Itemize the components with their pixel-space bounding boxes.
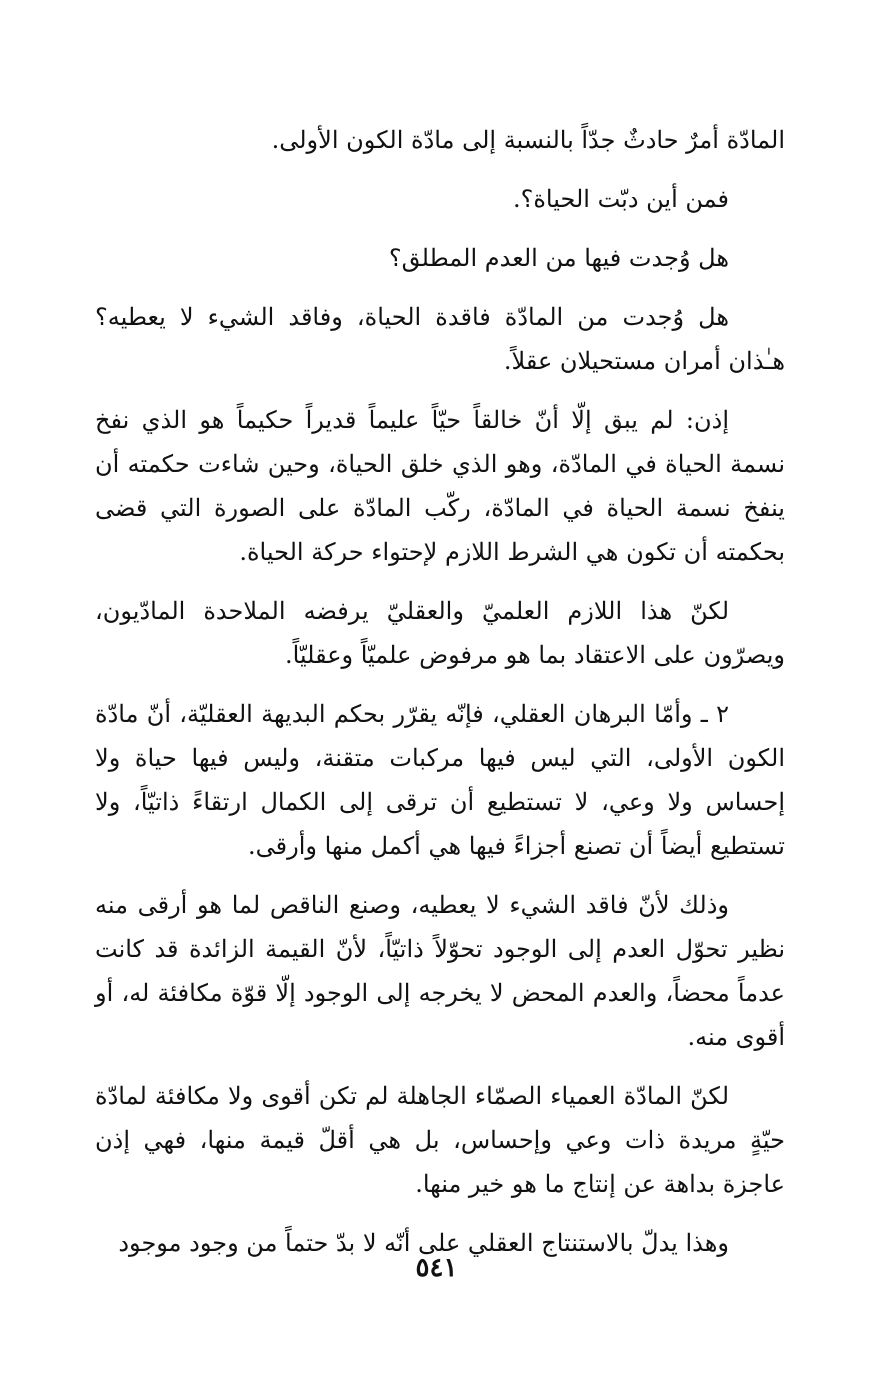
paragraph-6: لكنّ هذا اللازم العلميّ والعقليّ يرفضه الملاحدة المادّيون، ويصرّون على الاعتقاد بما هو مرفوض علميّاً وعقليّاً.: [95, 597, 785, 669]
paragraph-10: وهذا يدلّ بالاستنتاج العقلي على أنّه لا بدّ حتماً من وجود موجود: [118, 1229, 729, 1257]
page-body-text: [95, 118, 785, 1280]
paragraph-5: إذن: لم يبق إلّا أنّ خالقاً حيّاً عليماً قديراً حكيماً هو الذي نفخ نسمة الحياة في المادّة، وهو الذي خلق الحياة، وحين شاءت حكمته أن ينفخ نسمة الحياة في المادّة، ركّب المادّة على الصورة التي قضى بحكمته أن تكون هي الشرط اللازم لإحتواء حركة الحياة.: [95, 406, 785, 566]
paragraph-9: لكنّ المادّة العمياء الصمّاء الجاهلة لم تكن أقوى ولا مكافئة لمادّة حيّةٍ مريدة ذات وعي وإحساس، بل هي أقلّ قيمة منها، فهي إذن عاجزة بداهة عن إنتاج ما هو خير منها.: [95, 1082, 785, 1198]
paragraph-1: المادّة أمرٌ حادثٌ جدّاً بالنسبة إلى مادّة الكون الأولى.: [271, 126, 785, 154]
paragraph-3: هل وُجدت فيها من العدم المطلق؟: [388, 244, 729, 272]
paragraph-4: هل وُجدت من المادّة فاقدة الحياة، وفاقد الشيء لا يعطيه؟ هـٰذان أمران مستحيلان عقلاً.: [95, 303, 785, 375]
paragraph-8: وذلك لأنّ فاقد الشيء لا يعطيه، وصنع الناقص لما هو أرقى منه نظير تحوّل العدم إلى الوجود تحوّلاً ذاتيّاً، لأنّ القيمة الزائدة قد كانت عدماً محضاً، والعدم المحض لا يخرجه إلى الوجود إلّا قوّة مكافئة له، أو أقوى منه.: [95, 891, 785, 1051]
page-number: ٥٤١: [415, 1253, 458, 1283]
paragraph-2: فمن أين دبّت الحياة؟.: [512, 185, 729, 213]
paragraph-7: ٢ ـ وأمّا البرهان العقلي، فإنّه يقرّر بحكم البديهة العقليّة، أنّ مادّة الكون الأولى، التي ليس فيها مركبات متقنة، وليس فيها حياة ولا إحساس ولا وعي، لا تستطيع أن ترقى إلى الكمال ارتقاءً ذاتيّاً، ولا تستطيع أيضاً أن تصنع أجزاءً فيها هي أكمل منها وأرقى.: [95, 700, 785, 860]
